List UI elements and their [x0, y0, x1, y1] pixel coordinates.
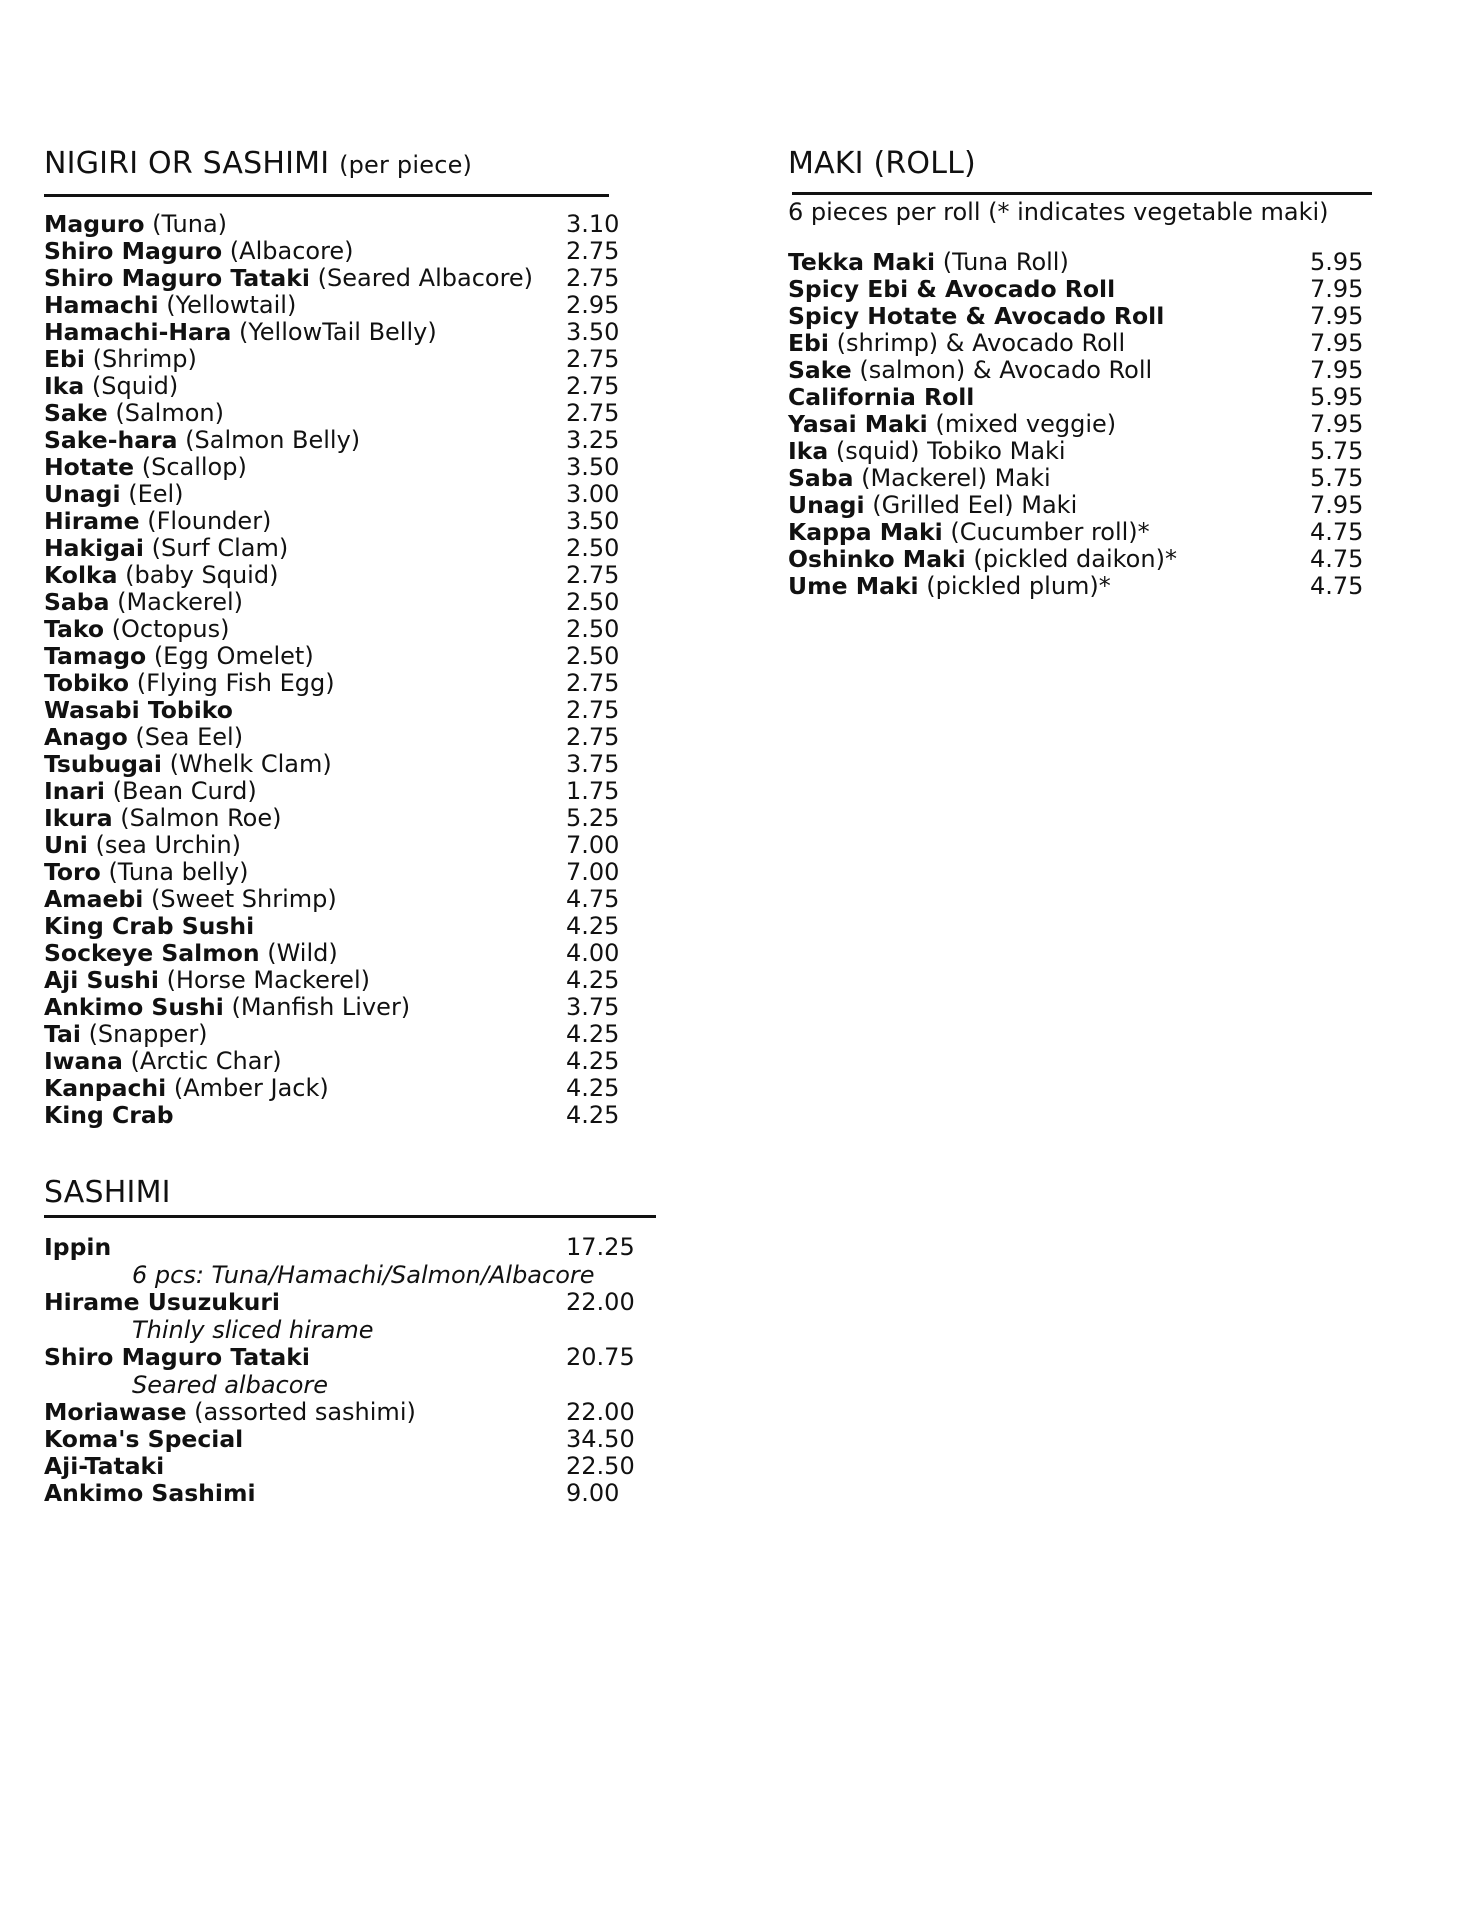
section-heading [788, 146, 1388, 182]
item-description: (Sea Eel) [135, 723, 244, 751]
item-name: Shiro Maguro Tataki [44, 264, 310, 292]
menu-item [44, 1344, 664, 1371]
item-name: Hamachi [44, 291, 159, 319]
item-description: (Amber Jack) [173, 1074, 329, 1102]
item-price: 4.75 [1310, 518, 1364, 546]
item-price: 4.25 [566, 1074, 620, 1102]
item-description: (Mackerel) [117, 588, 244, 616]
item-description: (Mackerel) Maki [861, 464, 1051, 492]
item-price: 2.50 [566, 615, 620, 643]
menu-item [788, 249, 1388, 276]
item-price: 7.95 [1310, 356, 1364, 384]
item-price: 3.25 [566, 426, 620, 454]
item-price: 2.75 [566, 237, 620, 265]
item-name: Sake [788, 356, 852, 384]
menu-item [788, 546, 1388, 573]
item-description: (assorted sashimi) [194, 1398, 416, 1426]
item-name: Anago [44, 723, 128, 751]
menu-item [44, 967, 624, 994]
item-name: King Crab Sushi [44, 912, 255, 940]
item-description: (Bean Curd) [112, 777, 257, 805]
menu-item [788, 384, 1388, 411]
item-description: (shrimp) & Avocado Roll [836, 329, 1126, 357]
item-price: 3.75 [566, 750, 620, 778]
item-description: (salmon) & Avocado Roll [859, 356, 1153, 384]
item-description: (Salmon) [115, 399, 224, 427]
item-name: Tsubugai [44, 750, 162, 778]
item-price: 5.95 [1310, 248, 1364, 276]
item-name: Sockeye Salmon [44, 939, 260, 967]
menu-item [788, 465, 1388, 492]
item-price: 3.50 [566, 318, 620, 346]
item-price: 5.95 [1310, 383, 1364, 411]
item-name: Shiro Maguro Tataki [44, 1343, 310, 1371]
item-price: 22.50 [566, 1452, 635, 1480]
item-name: Ankimo Sushi [44, 993, 224, 1021]
item-description: (sea Urchin) [95, 831, 242, 859]
menu-item [788, 330, 1388, 357]
section-heading [44, 1175, 664, 1211]
item-name: Saba [788, 464, 854, 492]
item-name: Saba [44, 588, 110, 616]
item-description: (Egg Omelet) [153, 642, 314, 670]
item-name: Shiro Maguro [44, 237, 223, 265]
item-price: 1.75 [566, 777, 620, 805]
item-description: (Flounder) [147, 507, 272, 535]
maki-section [788, 146, 1388, 600]
item-description: (Snapper) [88, 1020, 208, 1048]
item-name: Spicy Ebi & Avocado Roll [788, 275, 1116, 303]
item-description: (Octopus) [111, 615, 230, 643]
item-name: Hamachi-Hara [44, 318, 232, 346]
menu-item [44, 319, 624, 346]
menu-item [788, 438, 1388, 465]
item-name: Ankimo Sashimi [44, 1479, 256, 1507]
item-name: Moriawase [44, 1398, 187, 1426]
item-name: King Crab [44, 1101, 174, 1129]
item-name: Iwana [44, 1047, 123, 1075]
menu-item [44, 1102, 624, 1129]
menu-item [44, 1289, 664, 1316]
menu-item [44, 724, 624, 751]
item-price: 2.75 [566, 696, 620, 724]
section-subtitle: 6 pieces per roll (* indicates vegetable maki) [788, 198, 1329, 226]
item-description: (Tuna belly) [108, 858, 249, 886]
item-name: Hotate [44, 453, 135, 481]
item-name: Tobiko [44, 669, 130, 697]
menu-list [788, 249, 1388, 600]
item-description: (pickled plum)* [926, 572, 1111, 600]
item-price: 4.00 [566, 939, 620, 967]
item-description: (Tuna) [152, 210, 228, 238]
item-description: (Manfish Liver) [231, 993, 411, 1021]
item-description: (Tuna Roll) [942, 248, 1069, 276]
item-description: (Sweet Shrimp) [151, 885, 337, 913]
item-description: (Yellowtail) [166, 291, 297, 319]
item-name: Koma's Special [44, 1425, 244, 1453]
item-name: Ika [44, 372, 85, 400]
item-name: Wasabi Tobiko [44, 696, 233, 724]
item-name: Toro [44, 858, 101, 886]
menu-item [44, 670, 624, 697]
item-description: (pickled daikon)* [973, 545, 1177, 573]
item-description: (squid) Tobiko Maki [835, 437, 1066, 465]
item-description: (Grilled Eel) Maki [872, 491, 1078, 519]
item-name: Hirame Usuzukuri [44, 1288, 280, 1316]
menu-item [44, 778, 624, 805]
item-price: 2.50 [566, 534, 620, 562]
menu-item [788, 303, 1388, 330]
nigiri-section [44, 146, 624, 1129]
menu-item [44, 886, 624, 913]
item-name: Sake-hara [44, 426, 178, 454]
item-price: 3.00 [566, 480, 620, 508]
item-name: Hirame [44, 507, 140, 535]
item-price: 7.95 [1310, 275, 1364, 303]
item-price: 5.25 [566, 804, 620, 832]
item-price: 7.95 [1310, 491, 1364, 519]
item-description: (Flying Fish Egg) [136, 669, 335, 697]
item-name: Oshinko Maki [788, 545, 966, 573]
item-price: 3.75 [566, 993, 620, 1021]
item-name: Inari [44, 777, 105, 805]
item-price: 17.25 [566, 1233, 635, 1261]
menu-item [44, 211, 624, 238]
menu-item [44, 1021, 624, 1048]
menu-item [788, 573, 1388, 600]
item-price: 2.75 [566, 669, 620, 697]
item-price: 4.75 [1310, 545, 1364, 573]
item-price: 2.50 [566, 642, 620, 670]
item-name: Kappa Maki [788, 518, 943, 546]
item-name: Unagi [788, 491, 865, 519]
menu-item [788, 357, 1388, 384]
item-name: Maguro [44, 210, 145, 238]
menu-list [44, 211, 624, 1129]
menu-item [44, 751, 624, 778]
menu-item [44, 940, 624, 967]
item-name: Ika [788, 437, 829, 465]
item-description: (Shrimp) [92, 345, 197, 373]
item-name: Aji Sushi [44, 966, 159, 994]
item-price: 20.75 [566, 1343, 635, 1371]
item-description: (Salmon Roe) [120, 804, 282, 832]
item-price: 9.00 [566, 1479, 620, 1507]
menu-item [788, 276, 1388, 303]
menu-item [44, 400, 624, 427]
item-description: (Arctic Char) [130, 1047, 282, 1075]
item-name: Unagi [44, 480, 121, 508]
item-description: (Squid) [91, 372, 179, 400]
item-price: 2.75 [566, 561, 620, 589]
item-description: (Cucumber roll)* [950, 518, 1150, 546]
menu-item [44, 346, 624, 373]
item-price: 5.75 [1310, 437, 1364, 465]
item-name: Amaebi [44, 885, 144, 913]
item-name: Spicy Hotate & Avocado Roll [788, 302, 1165, 330]
item-description: (Eel) [128, 480, 184, 508]
item-price: 3.50 [566, 453, 620, 481]
item-name: Ikura [44, 804, 113, 832]
item-name: Ebi [788, 329, 829, 357]
menu-item [44, 805, 624, 832]
item-price: 3.10 [566, 210, 620, 238]
menu-item [44, 1426, 664, 1453]
menu-item [44, 859, 624, 886]
item-name: Uni [44, 831, 88, 859]
menu-item [788, 492, 1388, 519]
item-price: 4.25 [566, 1047, 620, 1075]
item-name: Tako [44, 615, 105, 643]
item-price: 7.00 [566, 858, 620, 886]
menu-item [44, 616, 624, 643]
item-name: Kolka [44, 561, 118, 589]
menu-item [44, 454, 624, 481]
item-price: 7.95 [1310, 302, 1364, 330]
item-note: 6 pcs: Tuna/Hamachi/Salmon/Albacore [132, 1261, 595, 1289]
item-price: 34.50 [566, 1425, 635, 1453]
item-price: 7.00 [566, 831, 620, 859]
menu-item [788, 519, 1388, 546]
item-price: 4.25 [566, 1101, 620, 1129]
section-heading [44, 146, 624, 183]
item-price: 2.75 [566, 399, 620, 427]
item-description: (mixed veggie) [935, 410, 1117, 438]
item-price: 4.25 [566, 1020, 620, 1048]
menu-item [44, 697, 624, 724]
menu-item [44, 535, 624, 562]
section-divider [44, 194, 609, 197]
item-name: California Roll [788, 383, 975, 411]
menu-item [788, 411, 1388, 438]
item-description: (YellowTail Belly) [238, 318, 437, 346]
menu-item [44, 1234, 664, 1261]
item-name: Aji-Tataki [44, 1452, 165, 1480]
menu-item [44, 643, 624, 670]
item-price: 4.75 [1310, 572, 1364, 600]
item-description: (Whelk Clam) [169, 750, 332, 778]
item-name: Hakigai [44, 534, 144, 562]
item-price: 22.00 [566, 1288, 635, 1316]
menu-item [44, 238, 624, 265]
menu-item [44, 1075, 624, 1102]
section-title: NIGIRI OR SASHIMI [44, 146, 330, 181]
section-title: SASHIMI [44, 1175, 171, 1210]
item-name: Ippin [44, 1233, 112, 1261]
item-name: Kanpachi [44, 1074, 167, 1102]
item-description: (Wild) [267, 939, 338, 967]
item-name: Tamago [44, 642, 147, 670]
item-price: 2.50 [566, 588, 620, 616]
section-title-suffix: (per piece) [339, 151, 473, 179]
item-price: 4.25 [566, 966, 620, 994]
item-description: (Scallop) [141, 453, 247, 481]
menu-list [44, 1234, 664, 1507]
menu-item [44, 508, 624, 535]
menu-item [44, 994, 624, 1021]
section-divider [44, 1215, 656, 1218]
item-name: Tekka Maki [788, 248, 936, 276]
menu-item [44, 292, 624, 319]
item-price: 2.75 [566, 372, 620, 400]
item-description: (Albacore) [229, 237, 354, 265]
menu-item [44, 562, 624, 589]
menu-item [44, 832, 624, 859]
sashimi-section [44, 1175, 664, 1507]
menu-item [44, 481, 624, 508]
item-price: 2.75 [566, 264, 620, 292]
menu-item [44, 1480, 664, 1507]
item-note: Seared albacore [132, 1371, 329, 1399]
item-price: 7.95 [1310, 410, 1364, 438]
item-description: (Horse Mackerel) [166, 966, 370, 994]
menu-item [44, 1399, 664, 1426]
item-name: Sake [44, 399, 108, 427]
item-price: 5.75 [1310, 464, 1364, 492]
menu-item [44, 427, 624, 454]
item-price: 7.95 [1310, 329, 1364, 357]
section-title: MAKI (ROLL) [788, 146, 976, 181]
menu-item [44, 913, 624, 940]
item-name: Ume Maki [788, 572, 919, 600]
item-price: 2.95 [566, 291, 620, 319]
item-price: 3.50 [566, 507, 620, 535]
section-divider [792, 192, 1372, 195]
item-description: (Salmon Belly) [185, 426, 361, 454]
item-description: (Seared Albacore) [317, 264, 534, 292]
menu-item [44, 373, 624, 400]
item-price: 2.75 [566, 345, 620, 373]
item-description: (baby Squid) [125, 561, 279, 589]
item-price: 4.75 [566, 885, 620, 913]
menu-item [44, 589, 624, 616]
menu-item [44, 265, 624, 292]
item-name: Yasai Maki [788, 410, 928, 438]
item-name: Tai [44, 1020, 81, 1048]
item-price: 4.25 [566, 912, 620, 940]
item-name: Ebi [44, 345, 85, 373]
item-note: Thinly sliced hirame [132, 1316, 374, 1344]
item-price: 22.00 [566, 1398, 635, 1426]
menu-item [44, 1453, 664, 1480]
menu-item [44, 1048, 624, 1075]
item-price: 2.75 [566, 723, 620, 751]
item-description: (Surf Clam) [151, 534, 289, 562]
